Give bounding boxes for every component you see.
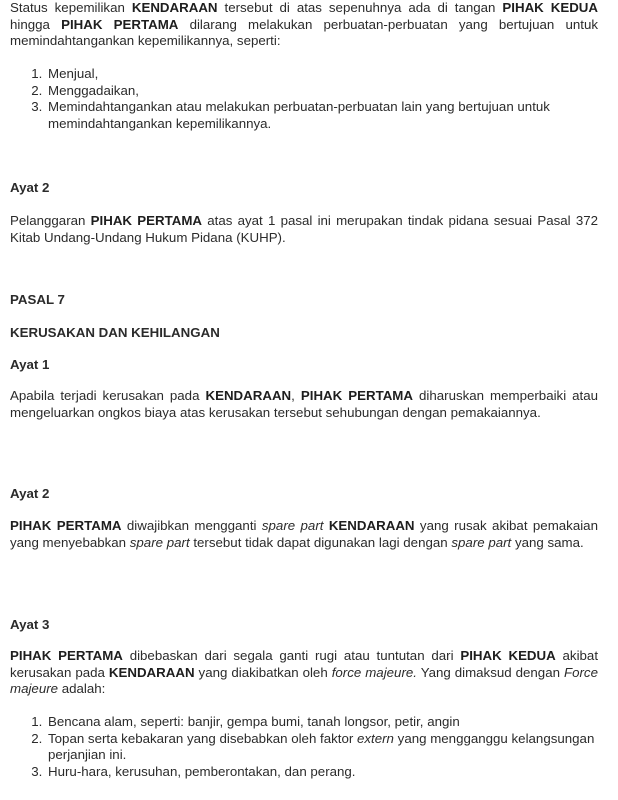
bold-term: KENDARAAN bbox=[205, 388, 292, 403]
text: yang sama. bbox=[514, 534, 584, 550]
bold-term: PIHAK PERTAMA bbox=[10, 518, 122, 533]
text: tersebut di atas sepenuhnya ada di tangan bbox=[224, 0, 496, 15]
text: akibat kerusakan pada bbox=[10, 648, 599, 680]
intro-paragraph bbox=[10, 0, 598, 50]
list-item: 1. Bencana alam, seperti: banjir, gempa bumi, tanah longsor, petir, angin bbox=[46, 714, 598, 731]
text: atas ayat 1 pasal ini merupakan tindak pidana sesuai Pasal 372 Kitab Undang-Undang Hukum Pidana (KUHP). bbox=[10, 213, 599, 245]
ayat2-spare-part-paragraph bbox=[10, 518, 598, 551]
italic-term: spare part bbox=[451, 534, 512, 550]
bold-term: PIHAK PERTAMA bbox=[10, 648, 123, 663]
list-item: 3. Huru-hara, kerusuhan, pemberontakan, dan perang. bbox=[46, 764, 598, 781]
text: yang diakibatkan oleh bbox=[198, 664, 328, 680]
bold-term: KENDARAAN bbox=[328, 518, 415, 533]
text: Status kepemilikan bbox=[10, 0, 125, 15]
italic-term: extern bbox=[357, 730, 394, 746]
pasal-heading: PASAL 7 bbox=[10, 292, 65, 307]
text: hingga bbox=[10, 16, 50, 32]
italic-term: spare part bbox=[261, 518, 324, 533]
bold-term: KENDARAAN bbox=[108, 664, 195, 680]
force-majeure-list bbox=[10, 714, 598, 780]
text: yang mengganggu kelangsungan perjanjian ini. bbox=[48, 730, 595, 762]
text: tersebut tidak dapat digunakan lagi dengan bbox=[193, 534, 448, 550]
text: Pelanggaran bbox=[10, 213, 86, 228]
text: Apabila terjadi kerusakan pada bbox=[10, 388, 200, 403]
text: Topan serta kebakaran yang disebabkan oleh faktor bbox=[48, 730, 354, 746]
bold-term: PIHAK KEDUA bbox=[502, 0, 599, 15]
bold-term: PIHAK PERTAMA bbox=[90, 213, 203, 228]
text: adalah: bbox=[61, 681, 106, 696]
italic-term: force majeure. bbox=[331, 664, 417, 680]
text: Yang dimaksud dengan bbox=[420, 664, 560, 680]
text: dibebaskan dari segala ganti rugi atau tuntutan dari bbox=[129, 648, 454, 663]
italic-term: spare part bbox=[129, 534, 190, 550]
section-heading: Ayat 2 bbox=[10, 486, 50, 501]
bold-term: PIHAK PERTAMA bbox=[300, 388, 413, 403]
pasal-title: KERUSAKAN DAN KEHILANGAN bbox=[10, 325, 220, 340]
ayat3-paragraph bbox=[10, 648, 598, 698]
list-item: 3. Memindahtangankan atau melakukan perbuatan-perbuatan lain yang bertujuan untuk memindahtangankan kepemilikannya. bbox=[46, 99, 598, 132]
text: , bbox=[291, 388, 295, 403]
text: dilarang melakukan perbuatan-perbuatan yang bertujuan untuk memindahtangankan kepemilikannya, seperti: bbox=[10, 16, 599, 48]
prohibited-actions-list bbox=[10, 66, 598, 132]
text: diharuskan memperbaiki atau mengeluarkan ongkos biaya atas kerusakan tersebut sehubungan dengan pemakaiannya. bbox=[10, 388, 599, 420]
list-item: 1. Menjual, bbox=[46, 66, 598, 83]
italic-term: Force majeure bbox=[10, 664, 598, 696]
text: diwajibkan mengganti bbox=[126, 518, 257, 533]
ayat2-paragraph bbox=[10, 213, 598, 246]
section-heading: Ayat 1 bbox=[10, 357, 50, 372]
section-heading: Ayat 2 bbox=[10, 180, 50, 195]
bold-term: PIHAK KEDUA bbox=[460, 648, 556, 663]
text: yang rusak akibat pemakaian yang menyebabkan bbox=[10, 518, 598, 550]
bold-term: KENDARAAN bbox=[131, 0, 218, 15]
section-heading: Ayat 3 bbox=[10, 617, 50, 632]
ayat1-paragraph bbox=[10, 388, 598, 421]
bold-term: PIHAK PERTAMA bbox=[61, 16, 179, 32]
list-item bbox=[46, 731, 598, 764]
list-item: 2. Menggadaikan, bbox=[46, 83, 598, 100]
